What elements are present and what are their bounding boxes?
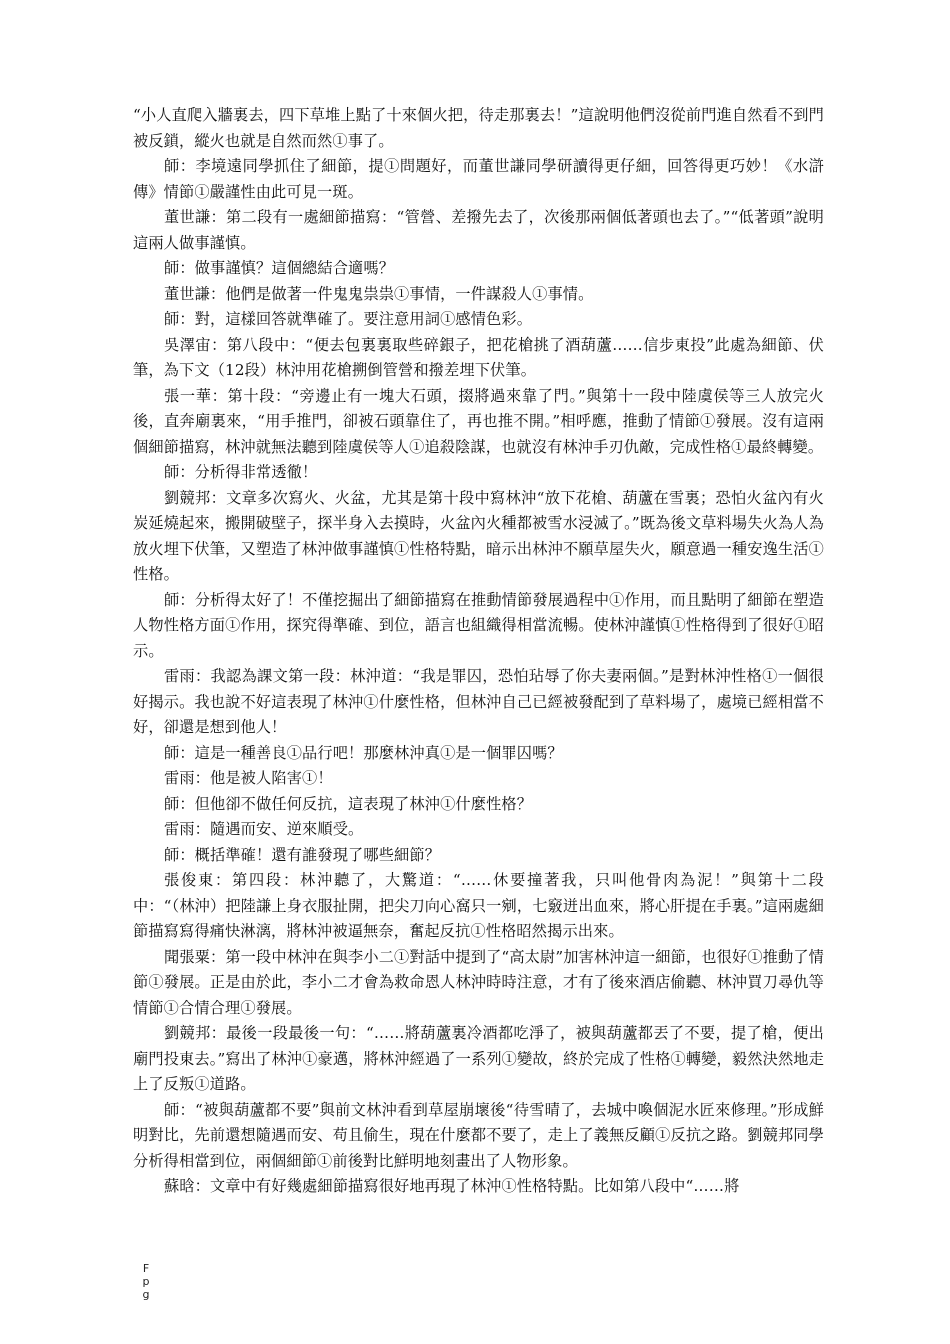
paragraph: 蘇晗：文章中有好幾處細節描寫很好地再現了林沖①性格特點。比如第八段中“……將 xyxy=(164,1177,740,1195)
paragraph: 師：但他卻不做任何反抗，這表現了林沖①什麼性格？ xyxy=(164,794,533,813)
paragraph: 師：概括準確！還有誰發現了哪些細節？ xyxy=(164,845,441,864)
paragraph: 師：這是一種善良①品行吧！那麼林沖真①是一個罪囚嗎？ xyxy=(164,743,563,762)
paragraph: 張俊東：第四段：林沖聽了，大驚道：“……休要撞著我，只叫他骨肉為泥！”與第十二段中：“（林沖）把陸謙上身衣服扯開，把尖刀向心窩只一剜，七竅迸出血來，將心肝提在手裏。”這兩處細節描寫寫得痛快淋漓，將林沖被逼無奈，奮起反抗①性格昭然揭示出來。 xyxy=(133,871,824,940)
paragraph: 雷雨：隨遇而安、逆來順受。 xyxy=(164,820,364,838)
paragraph: 雷雨：他是被人陷害①！ xyxy=(164,769,333,787)
paragraph: 劉競邦：最後一段最後一句：“……將葫蘆裏冷酒都吃淨了，被與葫蘆都丟了不要，提了槍，便出廟門投東去。”寫出了林沖①豪邁，將林沖經過了一系列①變故，終於完成了性格①轉變，毅然決然地走上了反叛①道路。 xyxy=(133,1024,824,1093)
paragraph: “小人直爬入牆裏去，四下草堆上點了十來個火把，待走那裏去！”這說明他們沒從前門進自然看不到門被反鎖，縱火也就是自然而然①事了。 xyxy=(133,106,824,150)
paragraph: 吳澤宙：第八段中：“便去包裏裏取些碎銀子，把花槍挑了酒葫蘆……信步東投”此處為細節、伏筆，為下文（12段）林沖用花槍搠倒管營和撥差埋下伏筆。 xyxy=(133,335,824,379)
footer-letter: F xyxy=(142,1262,150,1275)
paragraph: 張一華：第十段：“旁邊止有一塊大石頭，掇將過來靠了門。”與第十一段中陸虞侯等三人放完火後，直奔廟裏來，“用手推門，卻被石頭靠住了，再也推不開。”相呼應，推動了情節①發展。沒有這兩個細節描寫，林沖就無法聽到陸虞侯等人①追殺陰謀，也就沒有林沖手刃仇敵，完成性格①最終轉變。 xyxy=(133,386,824,456)
footer-letter: g xyxy=(142,1288,150,1301)
paragraph: 師：對，這樣回答就準確了。要注意用詞①感情色彩。 xyxy=(164,310,533,328)
paragraph: 聞張粟：第一段中林沖在與李小二①對話中提到了“高太尉”加害林沖這一細節，也很好①推動了情節①發展。正是由於此，李小二才會為救命恩人林沖時時注意，才有了後來酒店偷聽、林沖買刀尋仇等情節①合情合理①發展。 xyxy=(133,947,825,1017)
paragraph: 雷雨：我認為課文第一段：林沖道：“我是罪囚，恐怕玷辱了你夫妻兩個。”是對林沖性格①一個很好揭示。我也說不好這表現了林沖①什麼性格，但林沖自己已經被發配到了草料場了，處境已經相當不好，卻還是想到他人！ xyxy=(133,667,824,736)
paragraph: 師：分析得非常透徹！ xyxy=(164,463,318,481)
paragraph: 師：做事謹慎？這個總結合適嗎？ xyxy=(164,259,395,277)
document-body xyxy=(133,103,824,1200)
footer-mark xyxy=(139,1262,153,1301)
paragraph: 董世謙：第二段有一處細節描寫：“管營、差撥先去了，次後那兩個低著頭也去了。”“低著頭”說明這兩人做事謹慎。 xyxy=(133,208,824,252)
paragraph: 劉競邦：文章多次寫火、火盆，尤其是第十段中寫林沖“放下花槍、葫蘆在雪裏；恐怕火盆內有火炭延燒起來，搬開破壁子，探半身入去摸時，火盆內火種都被雪水浸滅了。”既為後文草料場失火為人為放火埋下伏筆，又塑造了林沖做事謹慎①性格特點，暗示出林沖不願草屋失火，願意過一種安逸生活①性格。 xyxy=(133,488,824,583)
paragraph: 師：分析得太好了！不僅挖掘出了細節描寫在推動情節發展過程中①作用，而且點明了細節在塑造人物性格方面①作用，探究得準確、到位，語言也組織得相當流暢。使林沖謹慎①性格得到了很好①昭示。 xyxy=(133,590,824,660)
paragraph: 師：李境遠同學抓住了細節，提①問題好，而董世謙同學研讀得更仔細，回答得更巧妙！《水滸傳》情節①嚴謹性由此可見一斑。 xyxy=(133,157,824,201)
footer-letter: p xyxy=(142,1275,150,1288)
paragraph: 師：“被與葫蘆都不要”與前文林沖看到草屋崩壞後“待雪晴了，去城中喚個泥水匠來修理。”形成鮮明對比，先前還想隨遇而安、苟且偷生，現在什麼都不要了，走上了義無反顧①反抗之路。劉競邦同學分析得相當到位，兩個細節①前後對比鮮明地刻畫出了人物形象。 xyxy=(133,1100,824,1170)
paragraph: 董世謙：他們是做著一件鬼鬼祟祟①事情，一件謀殺人①事情。 xyxy=(164,284,594,303)
